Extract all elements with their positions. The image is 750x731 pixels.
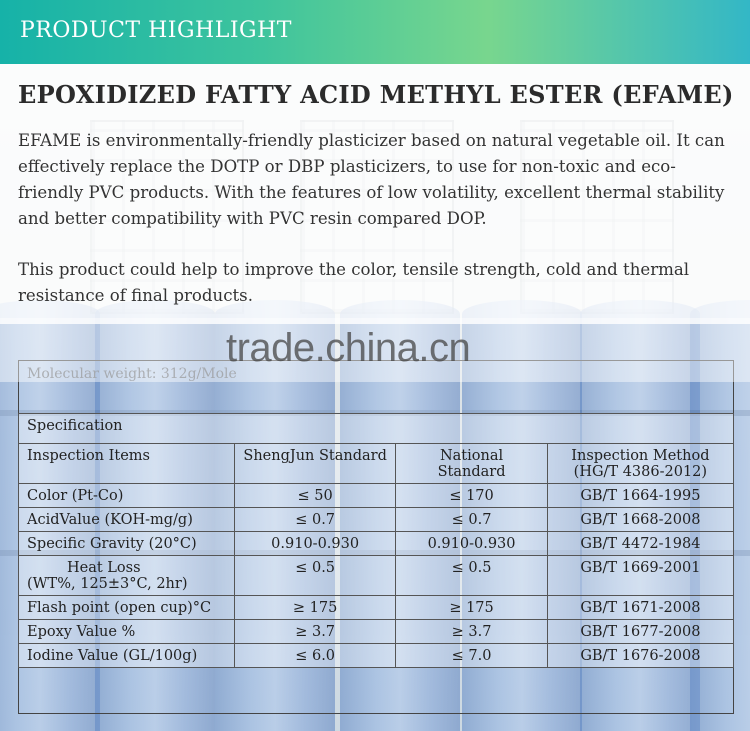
- spec-table: [18, 413, 734, 668]
- product-title: EPOXIDIZED FATTY ACID METHYL ESTER (EFAME): [18, 80, 734, 109]
- header-national-standard: National Standard: [396, 444, 547, 484]
- header-inspection-method: Inspection Method (HG/T 4386-2012): [547, 444, 733, 484]
- cell-method: GB/T 1677-2008: [547, 620, 733, 644]
- header-title: PRODUCT HIGHLIGHT: [20, 18, 292, 43]
- cell-shengjun: ≤ 0.7: [234, 508, 395, 532]
- cell-shengjun: ≥ 3.7: [234, 620, 395, 644]
- table-row: [19, 556, 734, 596]
- cell-national: ≤ 170: [396, 484, 547, 508]
- cell-national: ≤ 0.7: [396, 508, 547, 532]
- cell-method: GB/T 1669-2001: [547, 556, 733, 596]
- cell-national: ≥ 3.7: [396, 620, 547, 644]
- table-row: [19, 596, 734, 620]
- spec-caption: Specification: [19, 414, 734, 444]
- cell-item: Iodine Value (GL/100g): [19, 644, 235, 668]
- spec-caption-row: [19, 414, 734, 444]
- spec-header-row: [19, 444, 734, 484]
- table-row: [19, 508, 734, 532]
- header-inspection-items: Inspection Items: [19, 444, 235, 484]
- cell-item-main: Heat Loss: [67, 560, 141, 576]
- cell-shengjun: ≤ 0.5: [234, 556, 395, 596]
- cell-item: Color (Pt-Co): [19, 484, 235, 508]
- table-row: [19, 484, 734, 508]
- cell-item: AcidValue (KOH-mg/g): [19, 508, 235, 532]
- cell-shengjun: ≥ 175: [234, 596, 395, 620]
- cell-shengjun: ≤ 6.0: [234, 644, 395, 668]
- cell-shengjun: 0.910-0.930: [234, 532, 395, 556]
- watermark-text: trade.china.cn: [226, 326, 471, 370]
- cell-shengjun: ≤ 50: [234, 484, 395, 508]
- cell-national: ≤ 7.0: [396, 644, 547, 668]
- cell-method: GB/T 1676-2008: [547, 644, 733, 668]
- cell-method: GB/T 1671-2008: [547, 596, 733, 620]
- cell-item: [19, 556, 235, 596]
- cell-national: ≥ 175: [396, 596, 547, 620]
- description-paragraph-2: This product could help to improve the color, tensile strength, cold and thermal resistance of final products.: [18, 260, 690, 305]
- cell-national: 0.910-0.930: [396, 532, 547, 556]
- cell-item-sub: (WT%, 125±3°C, 2hr): [27, 576, 188, 592]
- description-paragraph-1: EFAME is environmentally-friendly plasticizer based on natural vegetable oil. It can effectively replace the DOTP or DBP plasticizers, to use for non-toxic and eco-friendly PVC products. With the features of low volatility, excellent thermal stability and better compatibility with PVC resin compared DOP.: [18, 131, 725, 228]
- cell-national: ≤ 0.5: [396, 556, 547, 596]
- cell-method: GB/T 4472-1984: [547, 532, 733, 556]
- molecular-weight: Molecular weight: 312g/Mole: [27, 366, 237, 382]
- cell-item: Epoxy Value %: [19, 620, 235, 644]
- cell-method: GB/T 1664-1995: [547, 484, 733, 508]
- header-shengjun-standard: ShengJun Standard: [234, 444, 395, 484]
- cell-item: Flash point (open cup)°C: [19, 596, 235, 620]
- table-row: [19, 532, 734, 556]
- cell-item: Specific Gravity (20°C): [19, 532, 235, 556]
- cell-method: GB/T 1668-2008: [547, 508, 733, 532]
- table-row: [19, 644, 734, 668]
- table-row: [19, 620, 734, 644]
